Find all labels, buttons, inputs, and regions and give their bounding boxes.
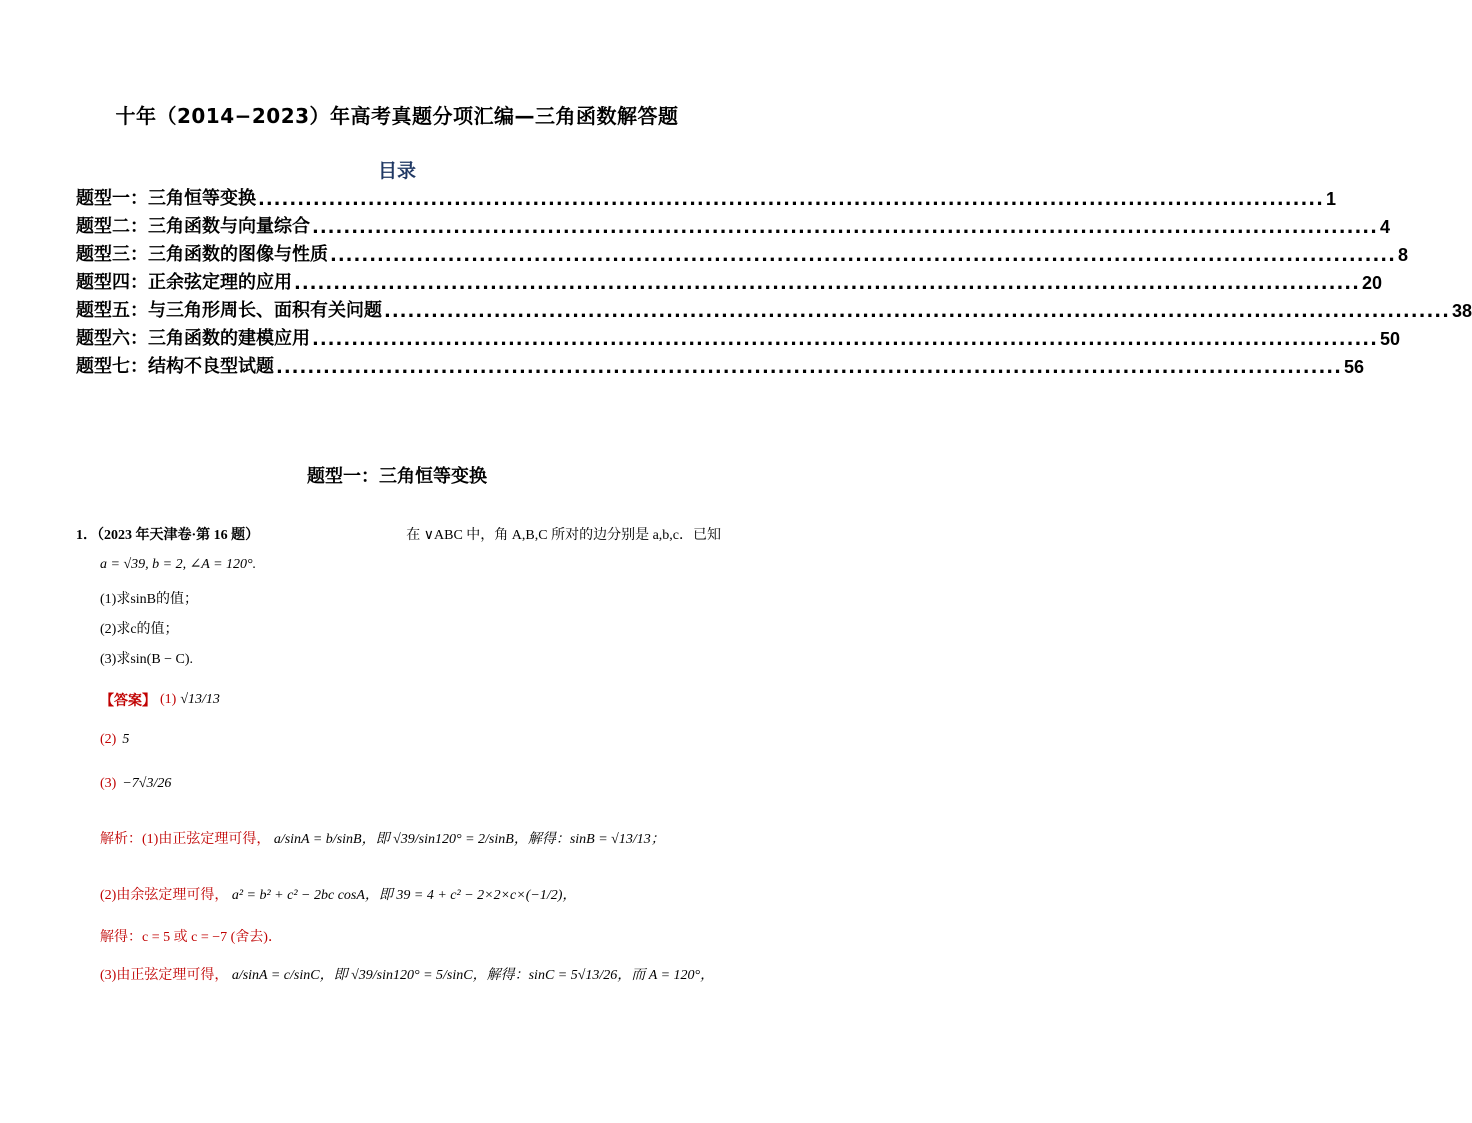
solution-line-1: [100, 828, 740, 848]
toc-leader-dots: ........................................................................................................................................: [276, 357, 1342, 378]
toc-item-label: 题型一：三角恒等变换: [76, 188, 256, 209]
answer-tag: 【答案】: [100, 694, 156, 709]
toc-item-page: 38: [1451, 301, 1472, 321]
toc-item[interactable]: [76, 238, 1408, 266]
question-number: 1．: [76, 528, 97, 543]
answer-label: (2): [100, 732, 117, 747]
question-part-2: (2)求c的值；: [100, 622, 179, 637]
section-title: 题型一：三角恒等变换: [307, 466, 487, 487]
toc-heading: 目录: [377, 160, 416, 182]
answer-value: −7√3/26: [122, 776, 172, 791]
toc-item[interactable]: [76, 266, 1382, 294]
answer-value: √13/13: [180, 692, 220, 707]
toc-leader-dots: ........................................................................................................................................: [312, 329, 1378, 350]
toc-leader-dots: ........................................................................................................................................: [258, 189, 1324, 210]
table-of-contents: [76, 182, 1472, 382]
toc-item-label: 题型六：三角函数的建模应用: [76, 328, 310, 349]
toc-item-label: 题型四：正余弦定理的应用: [76, 272, 292, 293]
solution-prefix: (3)由正弦定理可得，: [100, 968, 229, 983]
toc-leader-dots: ........................................................................................................................................: [312, 217, 1378, 238]
toc-item-page: 20: [1361, 273, 1382, 293]
question-stem: 在 ∨ABC 中，角 A,B,C 所对的边分别是 a,b,c．已知: [406, 528, 721, 543]
toc-item-label: 题型三：三角函数的图像与性质: [76, 244, 328, 265]
solution-prefix: (2)由余弦定理可得，: [100, 888, 229, 903]
answer-line-2: [100, 732, 129, 748]
answer-value: 5: [122, 732, 130, 747]
question-given: a = √39, b = 2, ∠A = 120°.: [100, 557, 257, 572]
toc-item-page: 4: [1379, 217, 1390, 237]
toc-item-label: 题型五：与三角形周长、面积有关问题: [76, 300, 382, 321]
toc-item[interactable]: [76, 210, 1390, 238]
toc-leader-dots: ........................................................................................................................................: [330, 245, 1396, 266]
solution-formula: a/sinA = c/sinC，即 √39/sin120° = 5/sinC，解得：sinC = 5√13/26，而 A = 120°，: [231, 968, 715, 983]
question-source: （2023 年天津卷·第 16 题）: [97, 528, 260, 543]
solution-formula: a/sinA = b/sinB，即 √39/sin120° = 2/sinB，解得：sinB = √13/13；: [273, 832, 665, 847]
toc-leader-dots: ........................................................................................................................................: [384, 301, 1450, 322]
toc-leader-dots: ........................................................................................................................................: [294, 273, 1360, 294]
toc-item[interactable]: [76, 350, 1364, 378]
toc-item-label: 题型七：结构不良型试题: [76, 356, 274, 377]
answer-line-1: [100, 690, 220, 710]
toc-item-page: 1: [1325, 189, 1336, 209]
toc-item[interactable]: [76, 294, 1472, 322]
toc-item-label: 题型二：三角函数与向量综合: [76, 216, 310, 237]
toc-item[interactable]: [76, 182, 1336, 210]
solution-prefix: 解析：(1)由正弦定理可得，: [100, 832, 271, 847]
toc-item[interactable]: [76, 322, 1400, 350]
toc-item-page: 50: [1379, 329, 1400, 349]
solution-line-2: [100, 884, 740, 904]
solution-line-4: [100, 964, 740, 984]
answer-label: (1): [160, 692, 177, 707]
document-title: 十年（2014−2023）年高考真题分项汇编—三角函数解答题: [115, 104, 679, 128]
solution-formula: a² = b² + c² − 2bc cosA，即 39 = 4 + c² − 2×2×c×(−1/2)，: [231, 888, 577, 903]
toc-item-page: 56: [1343, 357, 1364, 377]
answer-line-3: [100, 776, 171, 792]
solution-line-3: 解得：c = 5 或 c = −7 (舍去)．: [100, 930, 282, 945]
question-part-1: (1)求sinB的值；: [100, 592, 198, 607]
question-part-3: (3)求sin(B − C).: [100, 652, 194, 667]
toc-item-page: 8: [1397, 245, 1408, 265]
answer-label: (3): [100, 776, 117, 791]
question-stem-line1: [76, 524, 721, 544]
